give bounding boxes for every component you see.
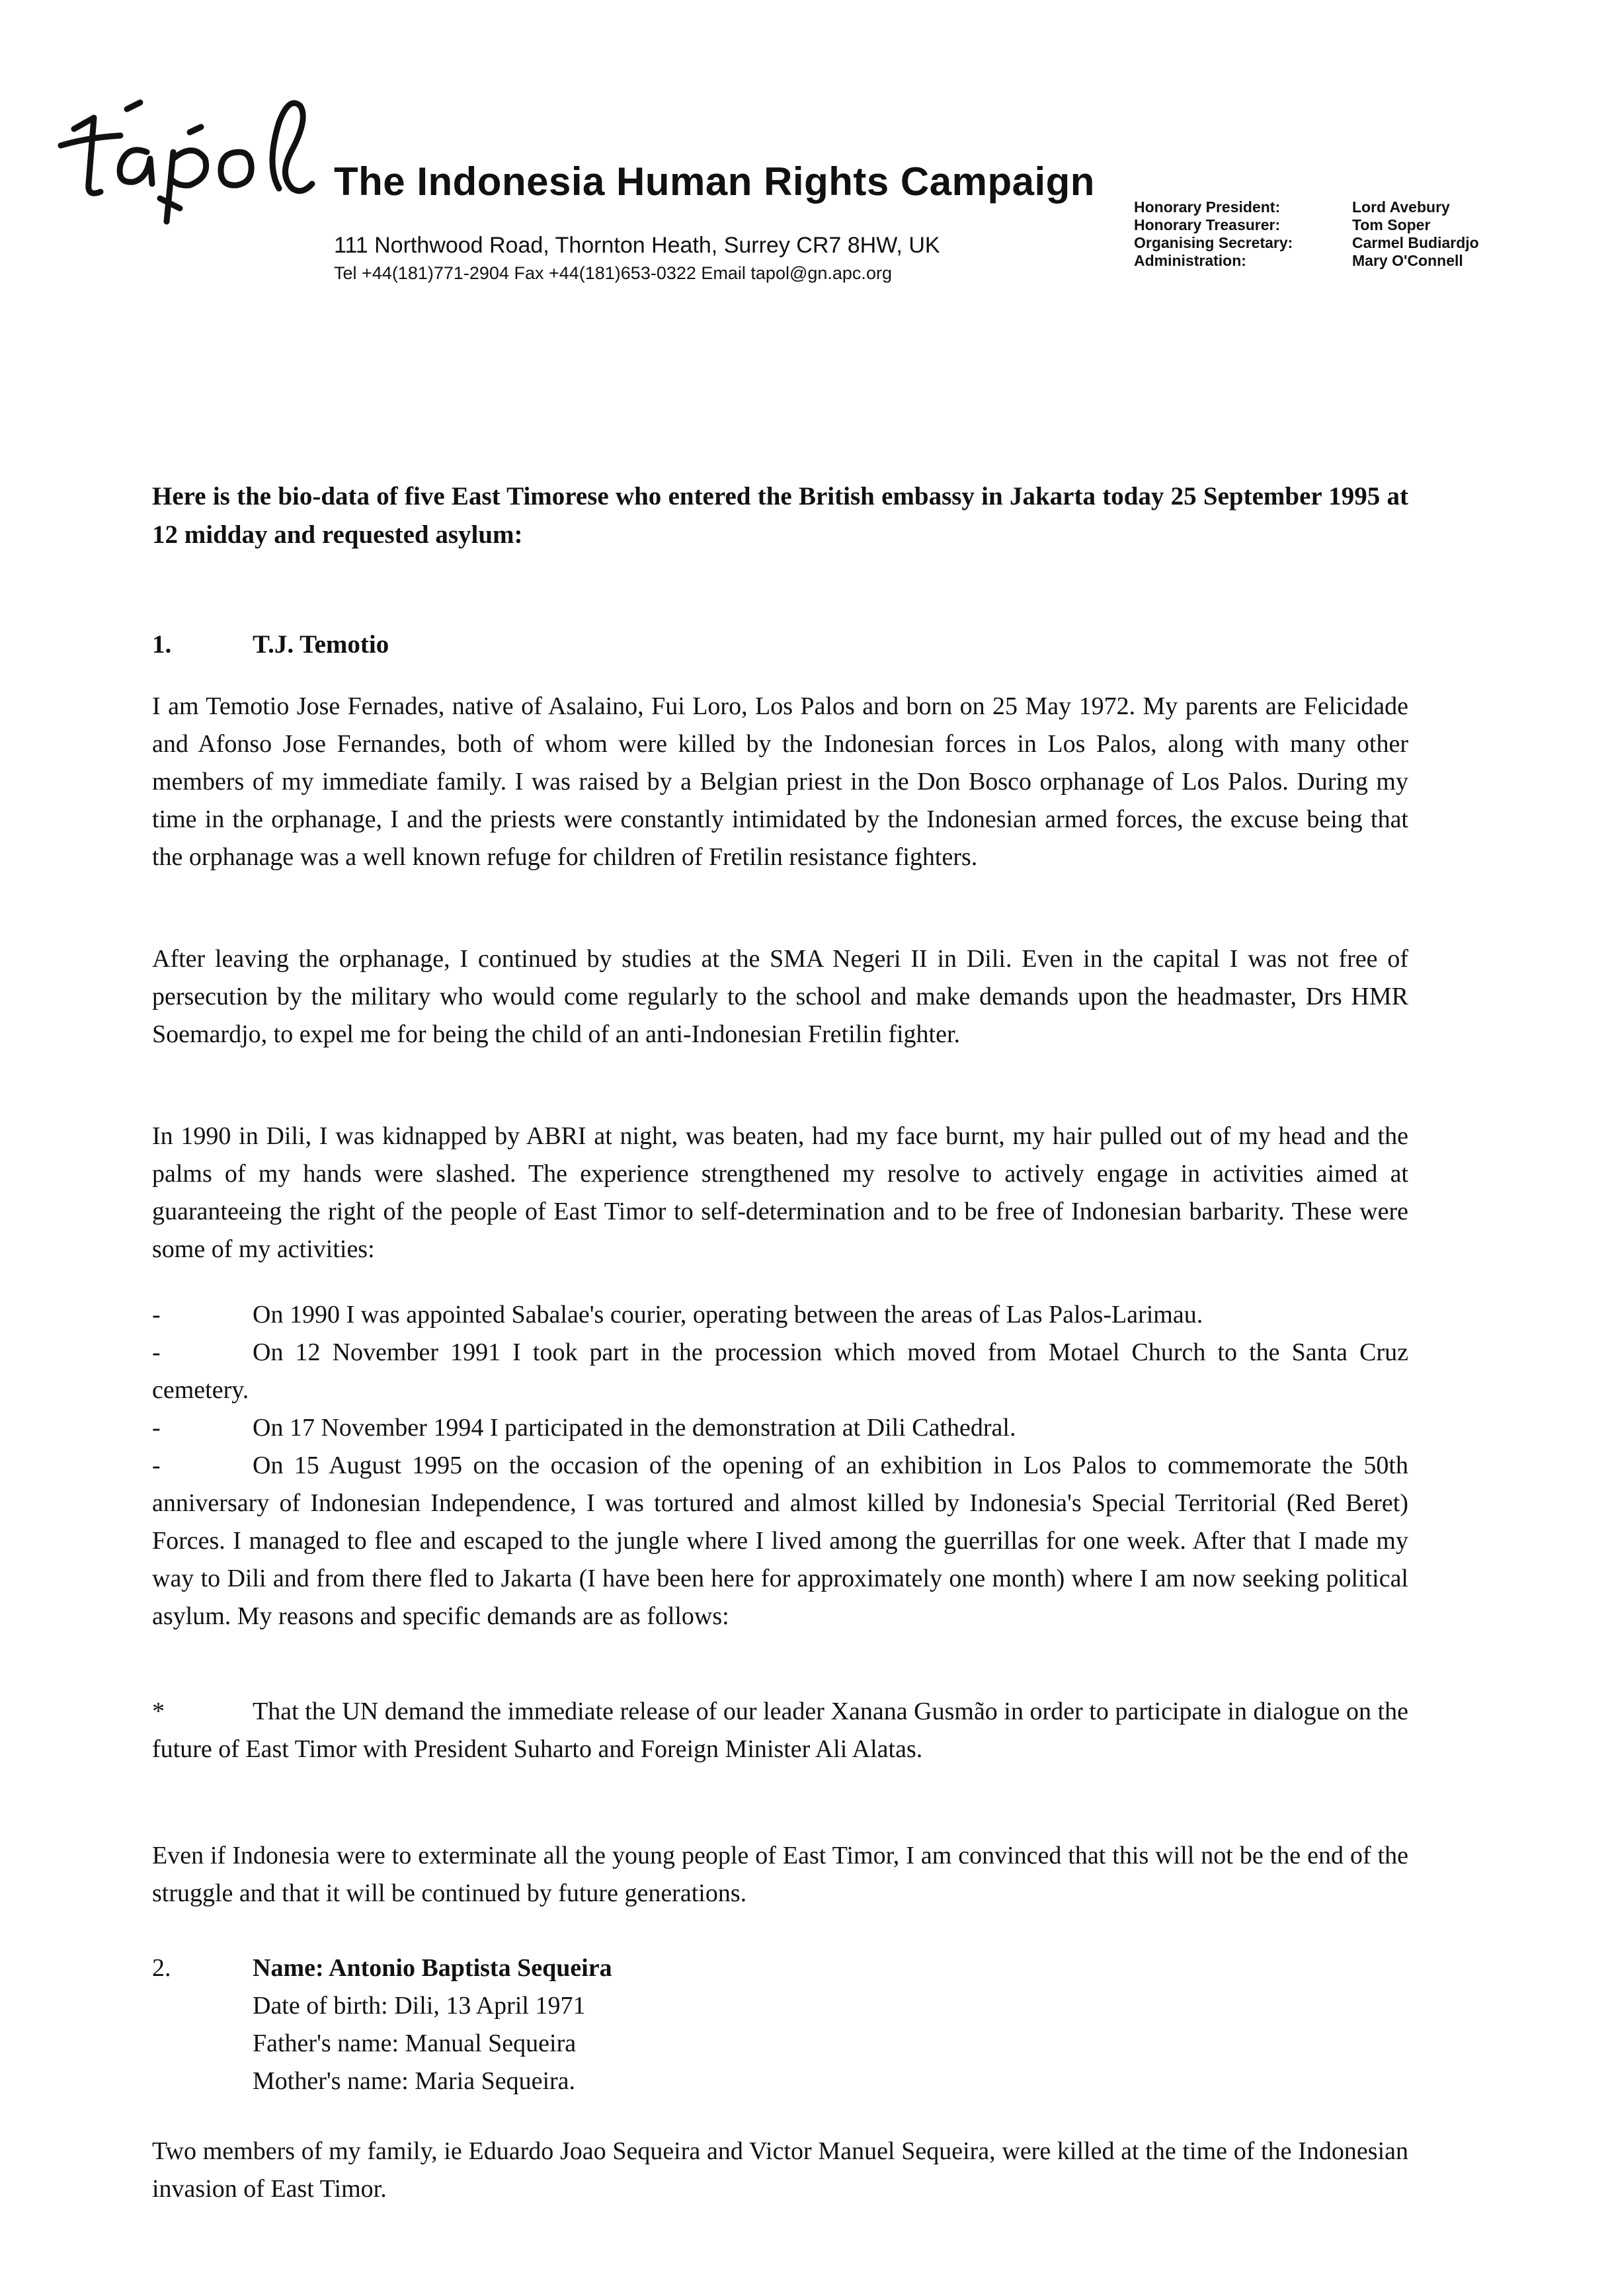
activities-list bbox=[152, 1296, 1408, 1635]
closing-paragraph: Even if Indonesia were to exterminate all the young people of East Timor, I am convinced that this will not be the end of the struggle and that it will be continued by future generations. bbox=[152, 1842, 1408, 1907]
paragraph: In 1990 in Dili, I was kidnapped by ABRI at night, was beaten, had my face burnt, my hair pulled out of my head and the palms of my hands were slashed. The experience strengthened my resolve to actively engage in activities aimed at guaranteeing the right of the people of East Timor to self-determination and to be free of Indonesian barbarity. These were some of my activities: bbox=[152, 1122, 1408, 1263]
list-item-text: On 1990 I was appointed Sabalae's courier, operating between the areas of Las Palos-Larimau. bbox=[253, 1301, 1203, 1329]
person-mother: Mother's name: Maria Sequeira. bbox=[253, 2067, 576, 2095]
person-name: Name: Antonio Baptista Sequeira bbox=[253, 1954, 612, 1982]
person-dob: Date of birth: Dili, 13 April 1971 bbox=[253, 1992, 586, 2020]
section-2 bbox=[152, 1949, 1408, 2100]
officer-row bbox=[1134, 234, 1479, 252]
tapol-logo-mark bbox=[48, 66, 325, 225]
section-number: 1. bbox=[152, 630, 172, 659]
section-1-heading bbox=[152, 626, 1408, 663]
officer-row bbox=[1134, 252, 1479, 270]
list-item-text: On 15 August 1995 on the occasion of the opening of an exhibition in Los Palos to commemorate the 50th anniversary of Indonesian Independence, I was tortured and almost killed by Indonesia's Special Territorial (Red Beret) Forces. I managed to flee and escaped to the jungle where I lived among the guerrillas for one week. After that I made my way to Dili and from there fled to Jakarta (I have been here for approximately one month) where I am now seeking political asylum. My reasons and specific demands are as follows: bbox=[152, 1452, 1408, 1630]
asterisk-marker: * bbox=[152, 1698, 165, 1725]
paragraph: I am Temotio Jose Fernades, native of Asalaino, Fui Loro, Los Palos and born on 25 May 1972. My parents are Felicidade and Afonso Jose Fernandes, both of whom were killed by the Indonesian forces in Los Palos, along with many other members of my immediate family. I was raised by a Belgian priest in the Don Bosco orphanage of Los Palos. During my time in the orphanage, I and the priests were constantly intimidated by the Indonesian armed forces, the excuse being that the orphanage was a well known refuge for children of Fretilin resistance fighters. bbox=[152, 692, 1408, 871]
organization-contact: Tel +44(181)771-2904 Fax +44(181)653-0322 Email tapol@gn.apc.org bbox=[334, 263, 892, 283]
list-item-text: On 12 November 1991 I took part in the procession which moved from Motael Church to the Santa Cruz cemetery. bbox=[152, 1338, 1408, 1404]
list-item-text: On 17 November 1994 I participated in the demonstration at Dili Cathedral. bbox=[253, 1414, 1016, 1442]
officer-name: Lord Avebury bbox=[1352, 198, 1450, 216]
demand-paragraph bbox=[152, 1693, 1408, 1768]
dash-marker: - bbox=[152, 1338, 161, 1366]
intro-paragraph: Here is the bio-data of five East Timorese who entered the British embassy in Jakarta today 25 September 1995 at 12 midday and requested asylum: bbox=[152, 482, 1408, 549]
organization-name: The Indonesia Human Rights Campaign bbox=[334, 159, 1095, 204]
list-item bbox=[152, 1447, 1408, 1635]
tapol-logo bbox=[48, 66, 325, 225]
person-father: Father's name: Manual Sequeira bbox=[253, 2030, 577, 2057]
officer-role: Honorary Treasurer: bbox=[1134, 216, 1281, 233]
officer-role: Organising Secretary: bbox=[1134, 234, 1293, 251]
organization-address: 111 Northwood Road, Thornton Heath, Surrey CR7 8HW, UK bbox=[334, 233, 940, 258]
demand-text: That the UN demand the immediate release of our leader Xanana Gusmão in order to participate in dialogue on the future of East Timor with President Suharto and Foreign Minister Ali Alatas. bbox=[152, 1698, 1408, 1763]
dash-marker: - bbox=[152, 1301, 161, 1329]
officer-row bbox=[1134, 216, 1479, 234]
officers-list bbox=[1134, 198, 1479, 270]
list-item bbox=[152, 1409, 1408, 1447]
person-details bbox=[253, 1949, 612, 2100]
officer-role: Honorary President: bbox=[1134, 198, 1281, 216]
officer-name: Tom Soper bbox=[1352, 216, 1431, 233]
dash-marker: - bbox=[152, 1414, 161, 1442]
section-title: T.J. Temotio bbox=[253, 630, 389, 659]
list-item bbox=[152, 1334, 1408, 1409]
officer-role: Administration: bbox=[1134, 252, 1246, 269]
paragraph: After leaving the orphanage, I continued by studies at the SMA Negeri II in Dili. Even in the capital I was not free of persecution by the military who would come regularly to the school and make demands upon the headmaster, Drs HMR Soemardjo, to expel me for being the child of an anti-Indonesian Fretilin fighter. bbox=[152, 945, 1408, 1048]
list-item bbox=[152, 1296, 1408, 1334]
officer-name: Mary O'Connell bbox=[1352, 252, 1463, 269]
family-paragraph: Two members of my family, ie Eduardo Joao Sequeira and Victor Manuel Sequeira, were killed at the time of the Indonesian invasion of East Timor. bbox=[152, 2137, 1408, 2203]
dash-marker: - bbox=[152, 1452, 161, 1479]
officer-name: Carmel Budiardjo bbox=[1352, 234, 1479, 251]
section-number: 2. bbox=[152, 1954, 171, 1982]
officer-row bbox=[1134, 198, 1479, 216]
